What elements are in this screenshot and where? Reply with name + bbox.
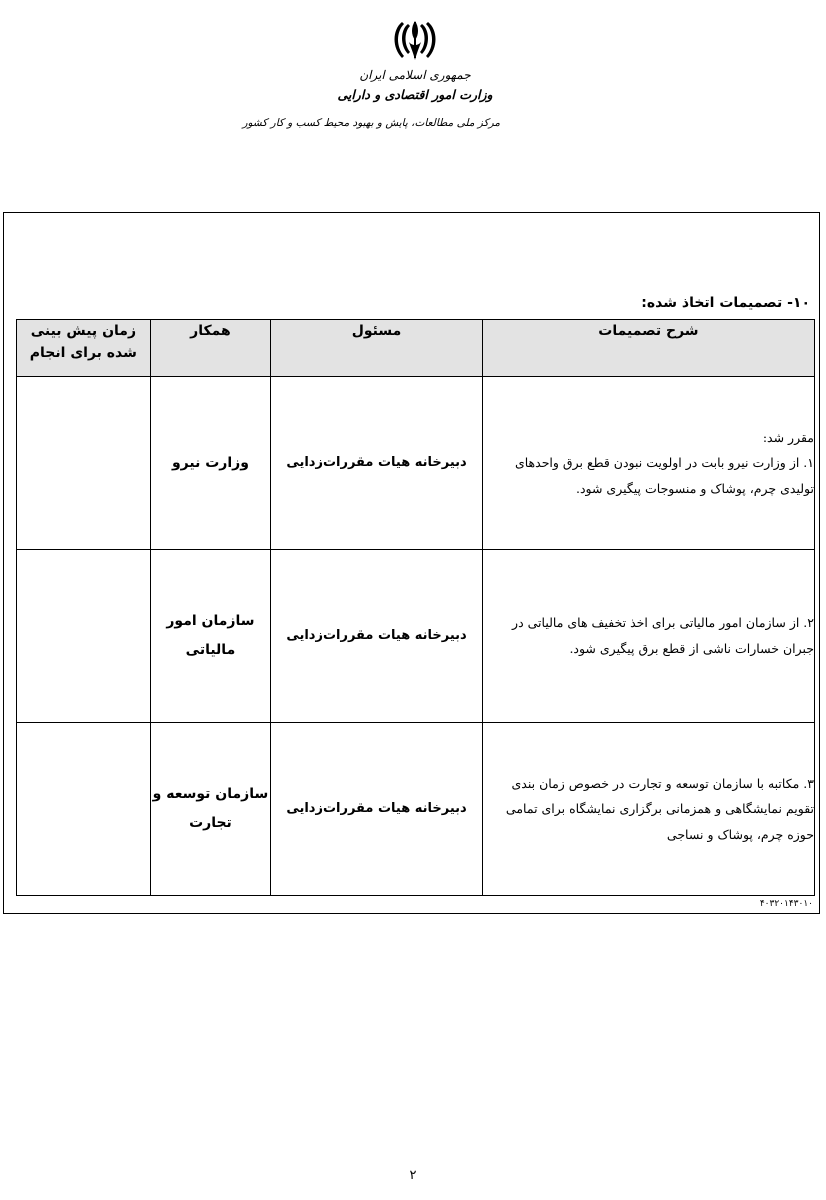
desc-line: حوزه چرم، پوشاک و نساجی [666,826,814,842]
letterhead [242,18,500,158]
collab-line: مالیاتی [185,642,236,658]
collab-line: تجارت [189,815,232,831]
header-description: شرح تصمیمات [482,320,814,377]
collaborator-cell [150,723,271,896]
collaborator-cell [150,550,271,723]
responsible-cell: دبیرخانه هیات مقررات‌زدایی [271,377,483,550]
reference-number: ۴۰۳۲۰۱۴۳۰۱۰ [759,899,813,909]
collab-line: سازمان توسعه و [152,786,269,803]
desc-line: ۱. از وزارت نیرو بابت در اولویت نبودن قطع برق واحدهای [514,455,814,471]
responsible-cell: دبیرخانه هیات مقررات‌زدایی [271,550,483,723]
table-row [17,377,815,550]
desc-line: ۲. از سازمان امور مالیاتی برای اخذ تخفیف های مالیاتی در [512,615,814,631]
header-responsible: مسئول [271,320,483,377]
responsible-cell: دبیرخانه هیات مقررات‌زدایی [271,723,483,896]
desc-line: جبران خسارات ناشی از قطع برق پیگیری شود. [569,641,814,656]
section-title: ۱۰- تصمیمات اتخاذ شده: [641,295,810,311]
header-center: مرکز ملی مطالعات، پایش و بهبود محیط کسب و کار کشور [242,116,500,129]
content-frame [3,212,820,914]
table-header-row [17,320,815,377]
header-deadline-line1: زمان پیش بینی [30,323,136,339]
header-ministry: وزارت امور اقتصادی و دارایی [337,87,493,102]
deadline-cell [17,723,151,896]
decision-description [482,377,814,550]
desc-line: ۳. مکاتبه با سازمان توسعه و تجارت در خصوص زمان بندی [511,775,814,791]
desc-line: تولیدی چرم، پوشاک و منسوجات پیگیری شود. [575,480,814,496]
page-number: ۲ [409,1168,417,1183]
decision-description [482,550,814,723]
iran-emblem-icon [389,18,441,64]
header-deadline [17,320,151,377]
desc-line: مقرر شد: [762,429,814,445]
collaborator-cell [150,377,271,550]
header-collaborator: همکار [150,320,271,377]
desc-line: تقویم نمایشگاهی و همزمانی برگزاری نمایشگاه برای تمامی [505,801,814,817]
deadline-cell [17,377,151,550]
decision-description [482,723,814,896]
decisions-table [16,319,815,896]
collab-line: سازمان امور [166,613,255,630]
deadline-cell [17,550,151,723]
header-country: جمهوری اسلامی ایران [359,68,471,82]
header-deadline-line2: شده برای انجام [29,345,137,362]
collab-line: وزارت نیرو [171,454,249,471]
table-row [17,550,815,723]
table-row [17,723,815,896]
